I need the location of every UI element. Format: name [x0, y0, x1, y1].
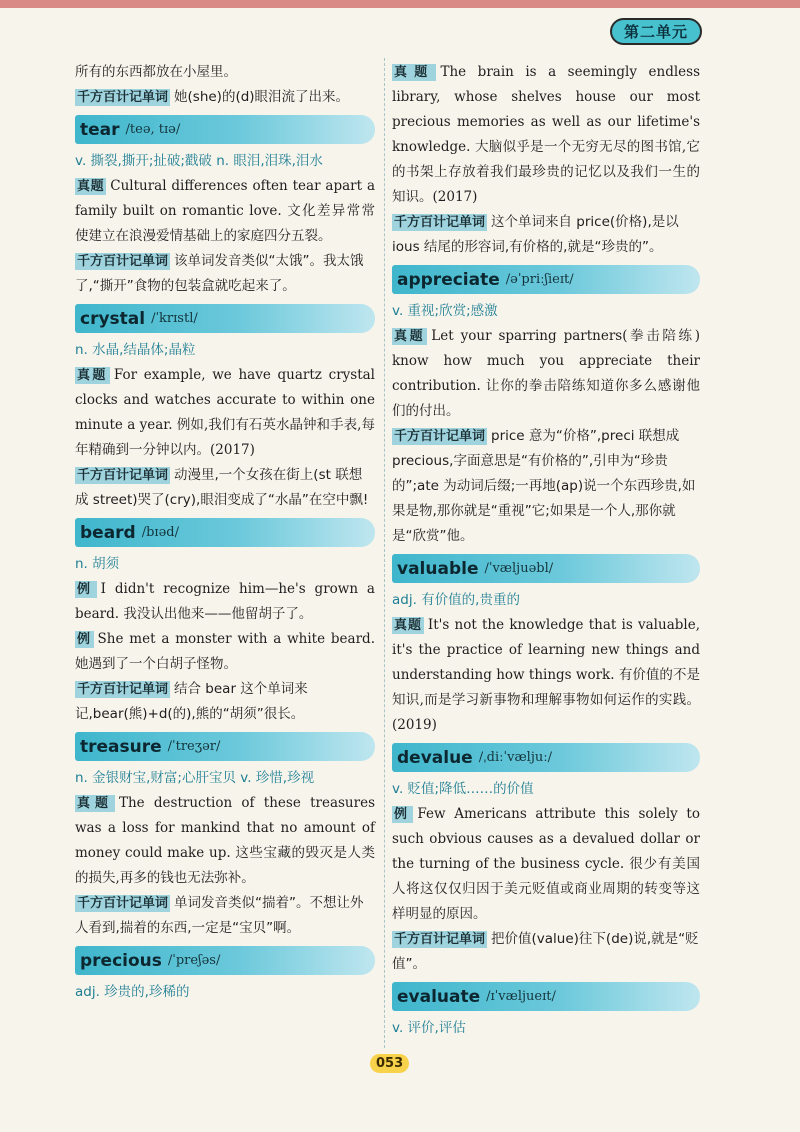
page-number: 053	[370, 1054, 409, 1073]
phonetic: /ˌdiːˈvæljuː/	[478, 750, 552, 765]
memory-tip	[392, 927, 700, 977]
headword: precious	[80, 950, 162, 971]
memory-tip	[392, 424, 700, 549]
memory-tip-label: 千方百计记单词	[77, 254, 169, 269]
headword: treasure	[80, 736, 162, 757]
example-text: She met a monster with a white beard. 她遇到了一个白胡子怪物。	[75, 631, 375, 672]
part-of-speech: v. 重视;欣赏;感激	[392, 303, 498, 319]
phonetic: /ˈpreʃəs/	[167, 953, 221, 968]
memory-tip-label: 千方百计记单词	[394, 932, 486, 947]
part-of-speech: adj. 有价值的,贵重的	[392, 592, 520, 608]
top-color-strip	[0, 0, 800, 8]
phonetic: /əˈpriːʃieɪt/	[505, 272, 574, 287]
headword: tear	[80, 119, 120, 140]
memory-tip	[75, 677, 375, 727]
headword: appreciate	[397, 269, 500, 290]
phonetic: /ɪˈvæljueɪt/	[486, 989, 556, 1004]
exam-label: 真题	[77, 796, 113, 811]
exam-label: 真题	[394, 618, 422, 633]
exam-label: 真题	[394, 65, 435, 80]
example-text: Few Americans attribute this solely to such obvious causes as a devalued dollar or the turning of the business cycle. 很少有美国人将这仅仅归因于美元贬值或商业周期的转变等这样明显的原因。	[392, 806, 700, 922]
phonetic: /teə, tɪə/	[125, 122, 181, 137]
memory-tip	[75, 463, 375, 513]
phonetic: /bɪəd/	[141, 525, 179, 540]
memory-tip	[392, 210, 700, 260]
example-text: I didn't recognize him—he's grown a beard. 我没认出他来——他留胡子了。	[75, 581, 375, 622]
memory-tip-label: 千方百计记单词	[77, 682, 169, 697]
entry-header-precious	[75, 946, 375, 975]
entry-header-tear	[75, 115, 375, 144]
example-label: 例	[77, 582, 95, 597]
memory-tip-label: 千方百计记单词	[394, 215, 486, 230]
part-of-speech: v. 评价,评估	[392, 1020, 466, 1036]
part-of-speech: v. 贬值;降低……的价值	[392, 781, 534, 797]
entry-header-appreciate	[392, 265, 700, 294]
entry-header-treasure	[75, 732, 375, 761]
phonetic: /ˈtreʒər/	[167, 739, 221, 754]
intro-tip-text: 她(she)的(d)眼泪流了出来。	[174, 89, 350, 105]
memory-tip-text: price 意为“价格”,preci 联想成 precious,字面意思是“有价格的”,引申为“珍贵的”;ate 为动词后缀;一再地(ap)说一个东西珍贵,如果是物,那你就是“重视”它;如果是一个人,那你就是“欣赏”他。	[392, 428, 696, 544]
example-text: For example, we have quartz crystal clocks and watches accurate to within one minute a year. 例如,我们有石英水晶钟和手表,每年精确到一分钟以内。(2017)	[75, 367, 375, 458]
example	[392, 60, 700, 210]
memory-tip-text: 这个单词来自 price(价格),是以 ious 结尾的形容词,有价格的,就是“珍贵的”。	[392, 214, 679, 255]
phonetic: /ˈkrɪstl/	[151, 311, 198, 326]
headword: beard	[80, 522, 136, 543]
memory-tip-text: 把价值(value)往下(de)说,就是“贬值”。	[392, 931, 699, 972]
exam-label: 真题	[77, 368, 108, 383]
memory-tip-label: 千方百计记单词	[77, 896, 169, 911]
phonetic: /ˈvæljuəbl/	[484, 561, 554, 576]
example	[75, 363, 375, 463]
entry-header-devalue	[392, 743, 700, 772]
right-column	[392, 60, 700, 1041]
headword: evaluate	[397, 986, 481, 1007]
example	[75, 627, 375, 677]
part-of-speech: n. 水晶,结晶体;晶粒	[75, 342, 196, 358]
part-of-speech: n. 金银财宝,财富;心肝宝贝 v. 珍惜,珍视	[75, 770, 315, 786]
example	[392, 802, 700, 927]
example-text: It's not the knowledge that is valuable, it's the practice of learning new things and understanding how things work. 有价值的不是知识,而是学习新事物和理解事物如何运作的实践。(2019)	[392, 617, 700, 733]
example-text: The destruction of these treasures was a loss for mankind that no amount of money could make up. 这些宝藏的毁灭是人类的损失,再多的钱也无法弥补。	[75, 795, 375, 886]
example	[75, 791, 375, 891]
memory-tip-text: 单词发音类似“揣着”。不想让外人看到,揣着的东西,一定是“宝贝”啊。	[75, 895, 364, 936]
unit-tag: 第二单元	[610, 18, 702, 45]
entry-header-beard	[75, 518, 375, 547]
example	[75, 174, 375, 249]
exam-label: 真题	[77, 179, 105, 194]
example	[75, 577, 375, 627]
entry-header-valuable	[392, 554, 700, 583]
memory-tip-text: 动漫里,一个女孩在街上(st 联想成 street)哭了(cry),眼泪变成了“水晶”在空中飘!	[75, 467, 369, 508]
example-label: 例	[394, 807, 412, 822]
headword: devalue	[397, 747, 473, 768]
exam-label: 真题	[394, 329, 426, 344]
memory-tip-label: 千方百计记单词	[77, 468, 169, 483]
memory-tip	[75, 249, 375, 299]
example	[392, 613, 700, 738]
left-column	[75, 60, 375, 1005]
column-divider	[384, 58, 385, 1048]
intro-line: 所有的东西都放在小屋里。	[75, 64, 237, 80]
example-text: The brain is a seemingly endless library, whose shelves house our most precious memories as well as our lifetime's knowledge. 大脑似乎是一个无穷无尽的图书馆,它的书架上存放着我们最珍贵的记忆以及我们一生的知识。(2017)	[392, 64, 700, 205]
part-of-speech: adj. 珍贵的,珍稀的	[75, 984, 190, 1000]
part-of-speech: n. 胡须	[75, 556, 120, 572]
memory-tip-text: 结合 bear 这个单词来记,bear(熊)+d(的),熊的“胡须”很长。	[75, 681, 308, 722]
entry-header-crystal	[75, 304, 375, 333]
memory-tip	[75, 891, 375, 941]
headword: valuable	[397, 558, 479, 579]
memory-tip-label: 千方百计记单词	[77, 90, 169, 105]
intro-tip	[75, 85, 375, 110]
example-text: Cultural differences often tear apart a family built on romantic love. 文化差异常常使建立在浪漫爱情基础上的家庭四分五裂。	[75, 178, 375, 244]
example-label: 例	[77, 632, 92, 647]
memory-tip-text: 该单词发音类似“太饿”。我太饿了,“撕开”食物的包装盒就吃起来了。	[75, 253, 364, 294]
memory-tip-label: 千方百计记单词	[394, 429, 486, 444]
part-of-speech: v. 撕裂,撕开;扯破;戳破 n. 眼泪,泪珠,泪水	[75, 153, 323, 169]
entry-header-evaluate	[392, 982, 700, 1011]
headword: crystal	[80, 308, 146, 329]
example-text: Let your sparring partners(拳击陪练) know how much you appreciate their contribution. 让你的拳击陪练知道你多么感谢他们的付出。	[392, 328, 700, 419]
example	[392, 324, 700, 424]
